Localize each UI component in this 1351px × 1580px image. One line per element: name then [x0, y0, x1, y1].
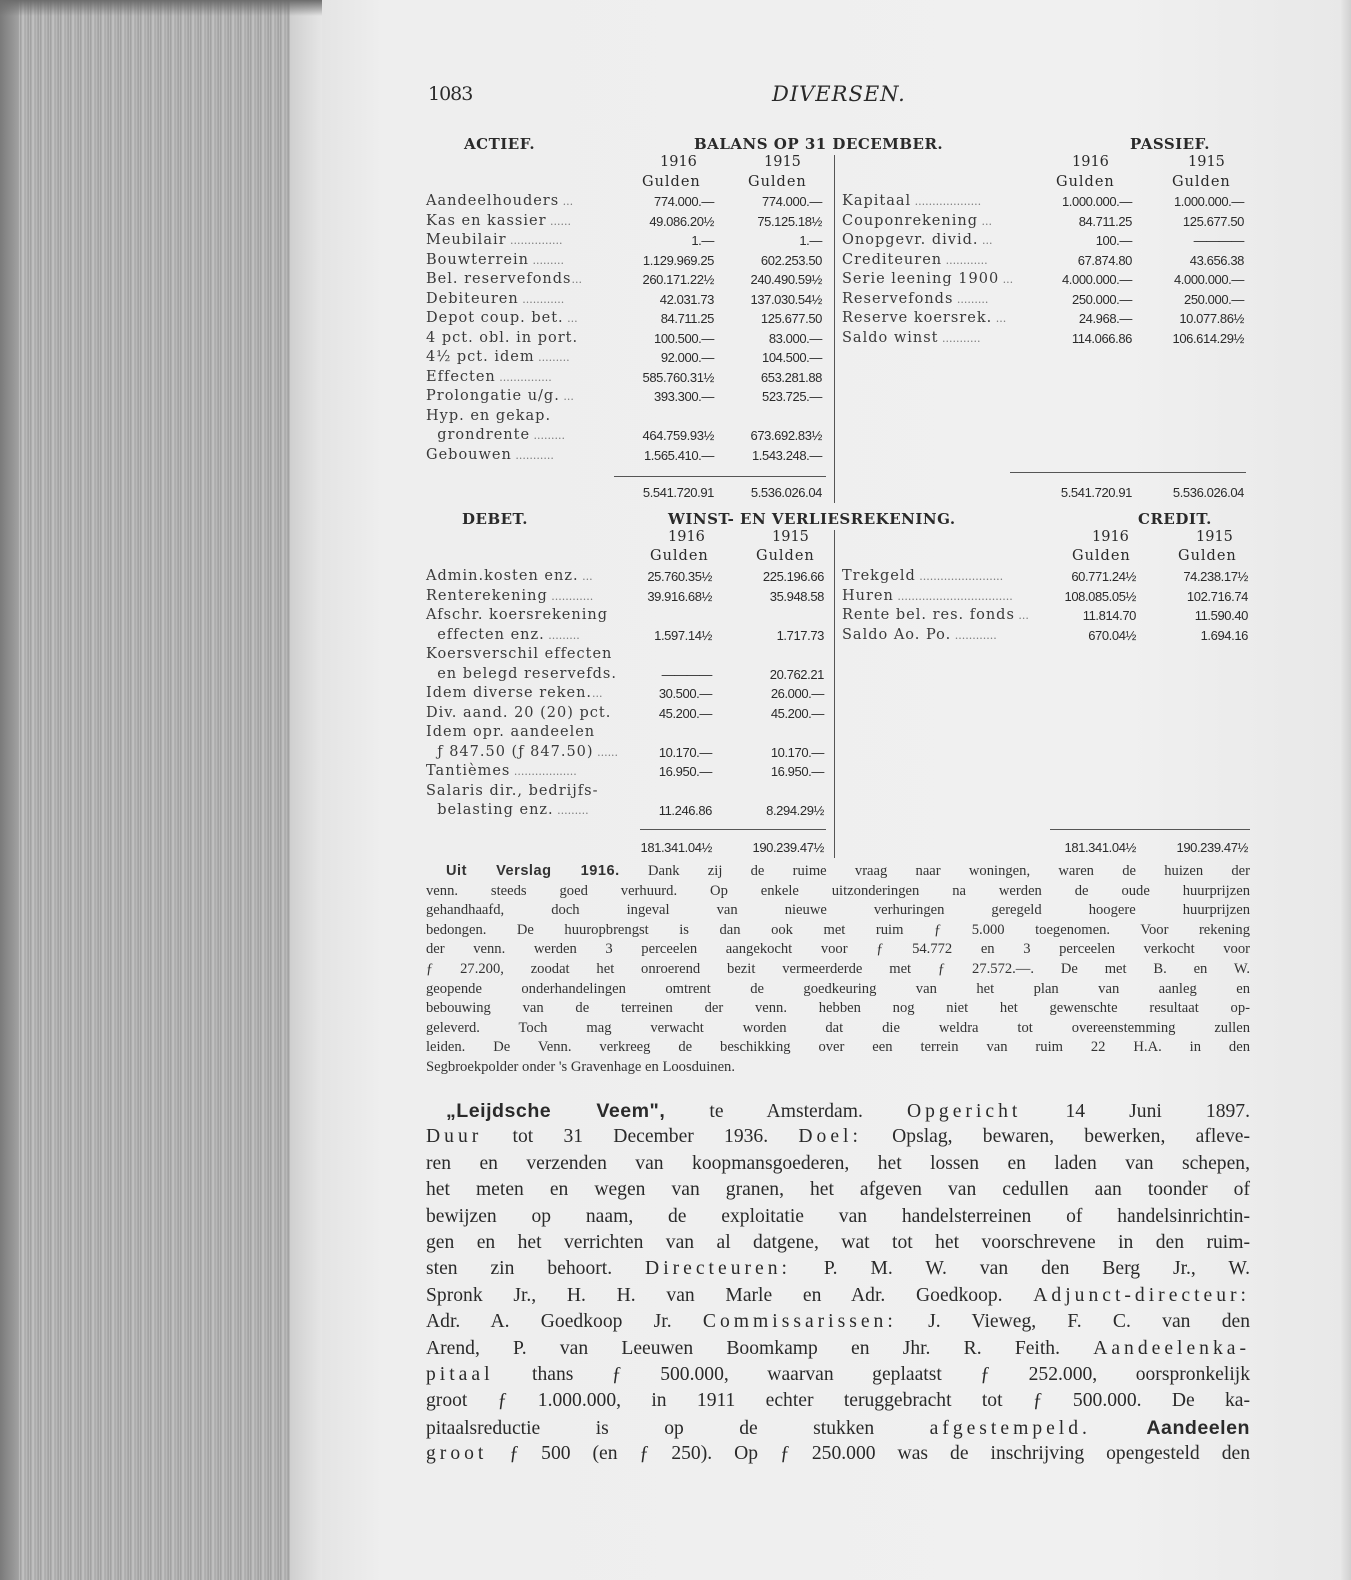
- company-name: „Leijdsche Veem",: [446, 1100, 666, 1122]
- field-label: Duur: [426, 1126, 483, 1148]
- value-1916: 92.000.—: [660, 350, 714, 365]
- value-1915: 26.000.—: [770, 686, 824, 701]
- row-label: Idem diverse reken....: [426, 685, 603, 701]
- total-rule: [1050, 829, 1250, 830]
- value-1915: 774.000.—: [761, 194, 822, 209]
- report-lead: Uit Verslag 1916.: [446, 863, 620, 879]
- table-row: [426, 251, 826, 271]
- value-1916: 100.—: [1095, 233, 1132, 248]
- value-1916: 100.500.—: [653, 330, 714, 346]
- value-1915: 1.543.248.—: [751, 447, 822, 463]
- table-row: [426, 290, 826, 310]
- text-line: Adr. A. Goedkoop Jr. Commissarissen: J. Vieweg, F. C. van den: [426, 1311, 1250, 1333]
- credit-total-row: [842, 838, 1250, 858]
- row-label: Reserve koersrek. ...: [842, 310, 1007, 326]
- balance-title: BALANS OP 31 DECEMBER.: [694, 135, 944, 153]
- table-row: [426, 348, 826, 368]
- table-row: [426, 329, 826, 349]
- table-row: [426, 704, 826, 724]
- row-label: Kapitaal ...................: [842, 193, 982, 209]
- total-rule: [640, 829, 826, 830]
- value-1916: 67.874.80: [1077, 252, 1132, 268]
- table-row: [426, 645, 826, 665]
- value-1916: 1.597.14½: [654, 627, 712, 643]
- row-label: 4 pct. obl. in port.: [426, 329, 579, 346]
- table-row: [426, 309, 826, 329]
- row-label: belasting enz. .........: [426, 802, 589, 818]
- table-row: [426, 665, 826, 685]
- value-1916: 39.916.68½: [647, 588, 712, 604]
- value-1916: 108.085.05½: [1064, 588, 1136, 604]
- column-divider: [834, 155, 835, 503]
- table-row: [842, 290, 1246, 310]
- row-label: en belegd reservefds.: [426, 665, 617, 682]
- value-1915: 240.490.59½: [750, 272, 822, 287]
- row-label: Saldo winst ...........: [842, 329, 981, 346]
- running-title: DIVERSEN.: [772, 82, 906, 106]
- value-1915: 225.196.66: [762, 569, 824, 584]
- value-1916: 84.711.25: [660, 311, 714, 326]
- currency-label: Gulden: [1172, 174, 1231, 190]
- table-row: [426, 743, 826, 763]
- row-label: Saldo Ao. Po. ............: [842, 626, 997, 643]
- table-row: [842, 212, 1246, 232]
- debet-heading: DEBET.: [462, 510, 529, 528]
- value-1916: 1.565.410.—: [643, 447, 714, 463]
- currency-label: Gulden: [642, 174, 701, 190]
- text-line: „Leijdsche Veem", te Amsterdam. Opgericht 14 Juni 1897.: [446, 1100, 1251, 1122]
- value-1915: 1.000.000.—: [1173, 194, 1244, 209]
- row-label: Rente bel. res. fonds ...: [842, 607, 1029, 623]
- value-1916: 393.300.—: [653, 389, 714, 404]
- value-1915: 137.030.54½: [750, 291, 822, 307]
- value-1915: 673.692.83½: [750, 428, 822, 443]
- year-1915: 1915: [1196, 529, 1233, 545]
- value-1915: 35.948.58: [769, 588, 824, 604]
- value-1916: 11.246.86: [658, 803, 712, 818]
- row-label: ƒ 847.50 (ƒ 847.50) ......: [426, 743, 619, 760]
- table-row: [426, 723, 826, 743]
- row-label: Bel. reservefonds...: [426, 271, 582, 287]
- field-label: pitaal: [426, 1363, 494, 1385]
- total-1916: 5.541.720.91: [1060, 485, 1132, 500]
- year-1916: 1916: [668, 529, 705, 545]
- passief-heading: PASSIEF.: [1130, 135, 1210, 153]
- table-row: [842, 231, 1246, 251]
- currency-label: Gulden: [650, 548, 709, 564]
- value-1915: 10.170.—: [770, 744, 824, 760]
- table-row: [426, 368, 826, 388]
- row-label: Tantièmes ..................: [426, 763, 577, 779]
- table-row: [842, 626, 1250, 646]
- value-1916: 250.000.—: [1071, 291, 1132, 307]
- total-1915: 190.239.47½: [752, 840, 824, 855]
- text-line: Spronk Jr., H. H. van Marle en Adr. Goedkoop. Adjunct-directeur:: [426, 1284, 1250, 1306]
- value-1916: 16.950.—: [658, 764, 712, 779]
- row-label: Crediteuren ............: [842, 251, 988, 268]
- table-row: [842, 251, 1246, 271]
- value-1915: 83.000.—: [768, 330, 822, 346]
- row-label: Meubilair ...............: [426, 232, 563, 248]
- value-1916: 24.968.—: [1078, 311, 1132, 326]
- value-1916: ————: [661, 666, 712, 682]
- row-label: Aandeelhouders ...: [426, 193, 574, 209]
- field-label: Adjunct-directeur:: [1033, 1284, 1250, 1306]
- report-paragraph: Uit Verslag 1916. Dank zij de ruime vraag naar woningen, waren de huizen der venn. steeds goed verhuurd. Op enkele uitzonderingen na werden de oude huurprijzen gehandhaafd, doch ingeval van nieuwe verhuringen geregeld hoogere huurprijzen bedongen. De huuropbrengst is dan ook met ruim ƒ 5.000 toegenomen. Voor rekening der venn. werden 3 perceelen aangekocht voor ƒ 54.772 en 3 perceelen verkocht voor ƒ 27.200, zoodat het onroerend bezit vermeerderde met ƒ 27.572.—. De met B. en W. geopende onderhandelingen omtrent de goedkeuring van het plan van aanleg en bebouwing van de terreinen der venn. hebben nog niet het gewenschte resultaat op- geleverd. Toch mag verwacht worden dat die weldra tot overeenstemming zullen leiden. De Venn. verkreeg de beschikking over een terrein van ruim 22 H.A. in den Segbroekpolder onder 's Gravenhage en Loosduinen.: [426, 863, 1250, 1075]
- total-1915: 190.239.47½: [1176, 840, 1248, 855]
- row-label: Afschr. koersrekening: [426, 607, 608, 623]
- text-line: het meten en wegen van granen, het afgeven van cedullen aan toonder of: [426, 1179, 1250, 1201]
- text-line: pitaalsreductie is op de stukken afgestempeld. Aandeelen: [426, 1416, 1250, 1439]
- year-1916: 1916: [1092, 529, 1129, 545]
- total-1915: 5.536.026.04: [750, 485, 822, 500]
- text-line: pitaal thans ƒ 500.000, waarvan geplaatst ƒ 252.000, oorspronkelijk: [426, 1363, 1250, 1385]
- actief-total-row: [426, 483, 826, 503]
- value-1916: 585.760.31½: [642, 369, 714, 385]
- debet-total-row: [426, 838, 826, 858]
- row-label: Depot coup. bet. ...: [426, 310, 578, 326]
- value-1915: 74.238.17½: [1183, 569, 1248, 584]
- row-label: Kas en kassier ......: [426, 212, 572, 229]
- table-row: [842, 567, 1250, 587]
- text-line: bewijzen op naam, de exploitatie van handelsterreinen of handelsinrichtin-: [426, 1205, 1250, 1227]
- table-row: [426, 684, 826, 704]
- text-line: ren en verzenden van koopmansgoederen, het lossen en laden van schepen,: [426, 1152, 1250, 1174]
- field-label: Directeuren:: [645, 1258, 791, 1280]
- field-label: Commissarissen:: [702, 1311, 897, 1333]
- value-1915: 4.000.000.—: [1173, 272, 1244, 287]
- text-line: Duur tot 31 December 1936. Doel: Opslag, bewaren, bewerken, afleve-: [426, 1126, 1250, 1148]
- row-label: effecten enz. .........: [426, 626, 580, 643]
- table-row: [426, 801, 826, 821]
- value-1916: 42.031.73: [659, 291, 714, 307]
- table-row: [842, 309, 1246, 329]
- credit-heading: CREDIT.: [1138, 510, 1212, 528]
- row-label: Prolongatie u/g. ...: [426, 388, 574, 404]
- row-label: Serie leening 1900 ...: [842, 271, 1014, 287]
- value-1916: 30.500.—: [658, 686, 712, 701]
- value-1916: 774.000.—: [653, 194, 714, 209]
- table-row: [426, 567, 826, 587]
- total-1916: 5.541.720.91: [642, 485, 714, 500]
- table-row: [426, 606, 826, 626]
- value-1915: 20.762.21: [769, 666, 824, 682]
- table-row: [426, 407, 826, 427]
- currency-label: Gulden: [1056, 174, 1115, 190]
- text-line: gen en het verrichten van al datgene, wat tot het voorschrevene in den ruim-: [426, 1231, 1250, 1253]
- table-row: [426, 426, 826, 446]
- year-1915: 1915: [772, 529, 809, 545]
- field-label: afgestempeld.: [929, 1417, 1091, 1439]
- column-divider: [834, 530, 835, 858]
- row-label: Onopgevr. divid. ...: [842, 232, 993, 248]
- page-number: 1083: [428, 83, 473, 105]
- field-label: Aandeelenka-: [1093, 1337, 1250, 1359]
- table-row: [842, 587, 1250, 607]
- value-1916: 4.000.000.—: [1061, 272, 1132, 287]
- value-1916: 1.000.000.—: [1061, 194, 1132, 209]
- value-1915: 45.200.—: [770, 705, 824, 721]
- row-label: Renterekening ............: [426, 587, 594, 604]
- value-1915: 1.—: [799, 233, 822, 248]
- value-1915: 75.125.18½: [757, 213, 822, 229]
- value-1916: 10.170.—: [658, 744, 712, 760]
- value-1916: 1.129.969.25: [642, 252, 714, 268]
- row-label: Koersverschil effecten: [426, 646, 613, 662]
- currency-label: Gulden: [1178, 548, 1237, 564]
- currency-label: Gulden: [1072, 548, 1131, 564]
- row-label: Div. aand. 20 (20) pct.: [426, 704, 612, 721]
- table-row: [426, 446, 826, 466]
- value-1915: 1.717.73: [776, 627, 824, 643]
- text-line: groot ƒ 1.000.000, in 1911 echter teruggebracht tot ƒ 500.000. De ka-: [426, 1390, 1250, 1412]
- row-label: Idem opr. aandeelen: [426, 724, 596, 740]
- row-label: grondrente .........: [426, 427, 566, 443]
- value-1916: 60.771.24½: [1071, 569, 1136, 584]
- value-1916: 11.814.70: [1082, 608, 1136, 623]
- value-1916: 49.086.20½: [649, 213, 714, 229]
- value-1916: 1.—: [691, 233, 714, 248]
- total-1915: 5.536.026.04: [1172, 485, 1244, 500]
- row-label: Hyp. en gekap.: [426, 407, 552, 424]
- row-label: Gebouwen ...........: [426, 446, 554, 463]
- text-line: groot ƒ 500 (en ƒ 250). Op ƒ 250.000 was de inschrijving opengesteld den: [426, 1443, 1250, 1465]
- value-1916: 260.171.22½: [642, 272, 714, 287]
- year-1916: 1916: [1072, 154, 1109, 170]
- value-1916: 45.200.—: [658, 705, 712, 721]
- book-cover-shadow: [0, 0, 330, 16]
- row-label: Reservefonds .........: [842, 290, 989, 307]
- table-row: [426, 270, 826, 290]
- value-1915: 102.716.74: [1186, 588, 1248, 604]
- table-row: [426, 212, 826, 232]
- value-1915: 523.725.—: [761, 389, 822, 404]
- table-row: [842, 606, 1250, 626]
- field-label: Doel:: [798, 1126, 862, 1148]
- total-1916: 181.341.04½: [1064, 840, 1136, 855]
- page-edge: [1341, 0, 1351, 1580]
- table-row: [426, 192, 826, 212]
- row-label: Bouwterrein .........: [426, 251, 564, 268]
- field-label: Opgericht: [906, 1101, 1022, 1122]
- field-label: groot: [426, 1443, 488, 1465]
- value-1915: 653.281.88: [760, 369, 822, 385]
- year-1915: 1915: [1188, 154, 1225, 170]
- value-1915: 10.077.86½: [1179, 311, 1244, 326]
- total-1916: 181.341.04½: [640, 840, 712, 855]
- row-label: Couponrekening ...: [842, 212, 992, 229]
- table-row: [842, 192, 1246, 212]
- total-rule: [614, 476, 826, 477]
- company-entry-leijdsche-veem: [426, 1098, 1250, 1467]
- row-label: Effecten ...............: [426, 368, 552, 385]
- value-1916: 25.760.35½: [647, 569, 712, 584]
- table-row: [426, 782, 826, 802]
- table-row: [426, 587, 826, 607]
- row-label: Huren .................................: [842, 587, 1013, 604]
- table-row: [426, 762, 826, 782]
- row-label: Trekgeld ........................: [842, 568, 1004, 584]
- value-1915: 125.677.50: [1182, 213, 1244, 229]
- row-label: Debiteuren ............: [426, 290, 565, 307]
- table-row: [842, 270, 1246, 290]
- value-1916: 84.711.25: [1078, 213, 1132, 229]
- value-1915: 43.656.38: [1189, 252, 1244, 268]
- value-1915: 1.694.16: [1200, 627, 1248, 643]
- text-line: Arend, P. van Leeuwen Boomkamp en Jhr. R. Feith. Aandeelenka-: [426, 1337, 1250, 1359]
- value-1916: 114.066.86: [1071, 330, 1132, 346]
- table-row: [842, 329, 1246, 349]
- text-line: sten zin behoort. Directeuren: P. M. W. van den Berg Jr., W.: [426, 1258, 1250, 1280]
- currency-label: Gulden: [748, 174, 807, 190]
- value-1916: 670.04½: [1088, 627, 1136, 643]
- value-1915: 104.500.—: [761, 350, 822, 365]
- actief-heading: ACTIEF.: [464, 135, 536, 153]
- year-1916: 1916: [660, 154, 697, 170]
- value-1915: 16.950.—: [770, 764, 824, 779]
- total-rule: [1010, 472, 1246, 473]
- value-1916: 464.759.93½: [642, 428, 714, 443]
- pnl-title: WINST- EN VERLIESREKENING.: [668, 510, 956, 528]
- value-1915: 11.590.40: [1194, 608, 1248, 623]
- currency-label: Gulden: [756, 548, 815, 564]
- passief-total-row: [842, 483, 1246, 503]
- book-page-stack: [0, 0, 322, 1580]
- value-1915: 106.614.29½: [1172, 330, 1244, 346]
- field-label: Aandeelen: [1146, 1416, 1250, 1439]
- row-label: 4½ pct. idem .........: [426, 349, 570, 365]
- value-1915: 125.677.50: [760, 311, 822, 326]
- table-row: [426, 626, 826, 646]
- year-1915: 1915: [764, 154, 801, 170]
- table-row: [426, 387, 826, 407]
- value-1915: 250.000.—: [1183, 291, 1244, 307]
- table-row: [426, 231, 826, 251]
- value-1915: 8.294.29½: [766, 803, 824, 818]
- value-1915: 602.253.50: [760, 252, 822, 268]
- row-label: Salaris dir., bedrijfs-: [426, 782, 599, 799]
- row-label: Admin.kosten enz. ...: [426, 568, 593, 584]
- value-1915: ————: [1193, 233, 1244, 248]
